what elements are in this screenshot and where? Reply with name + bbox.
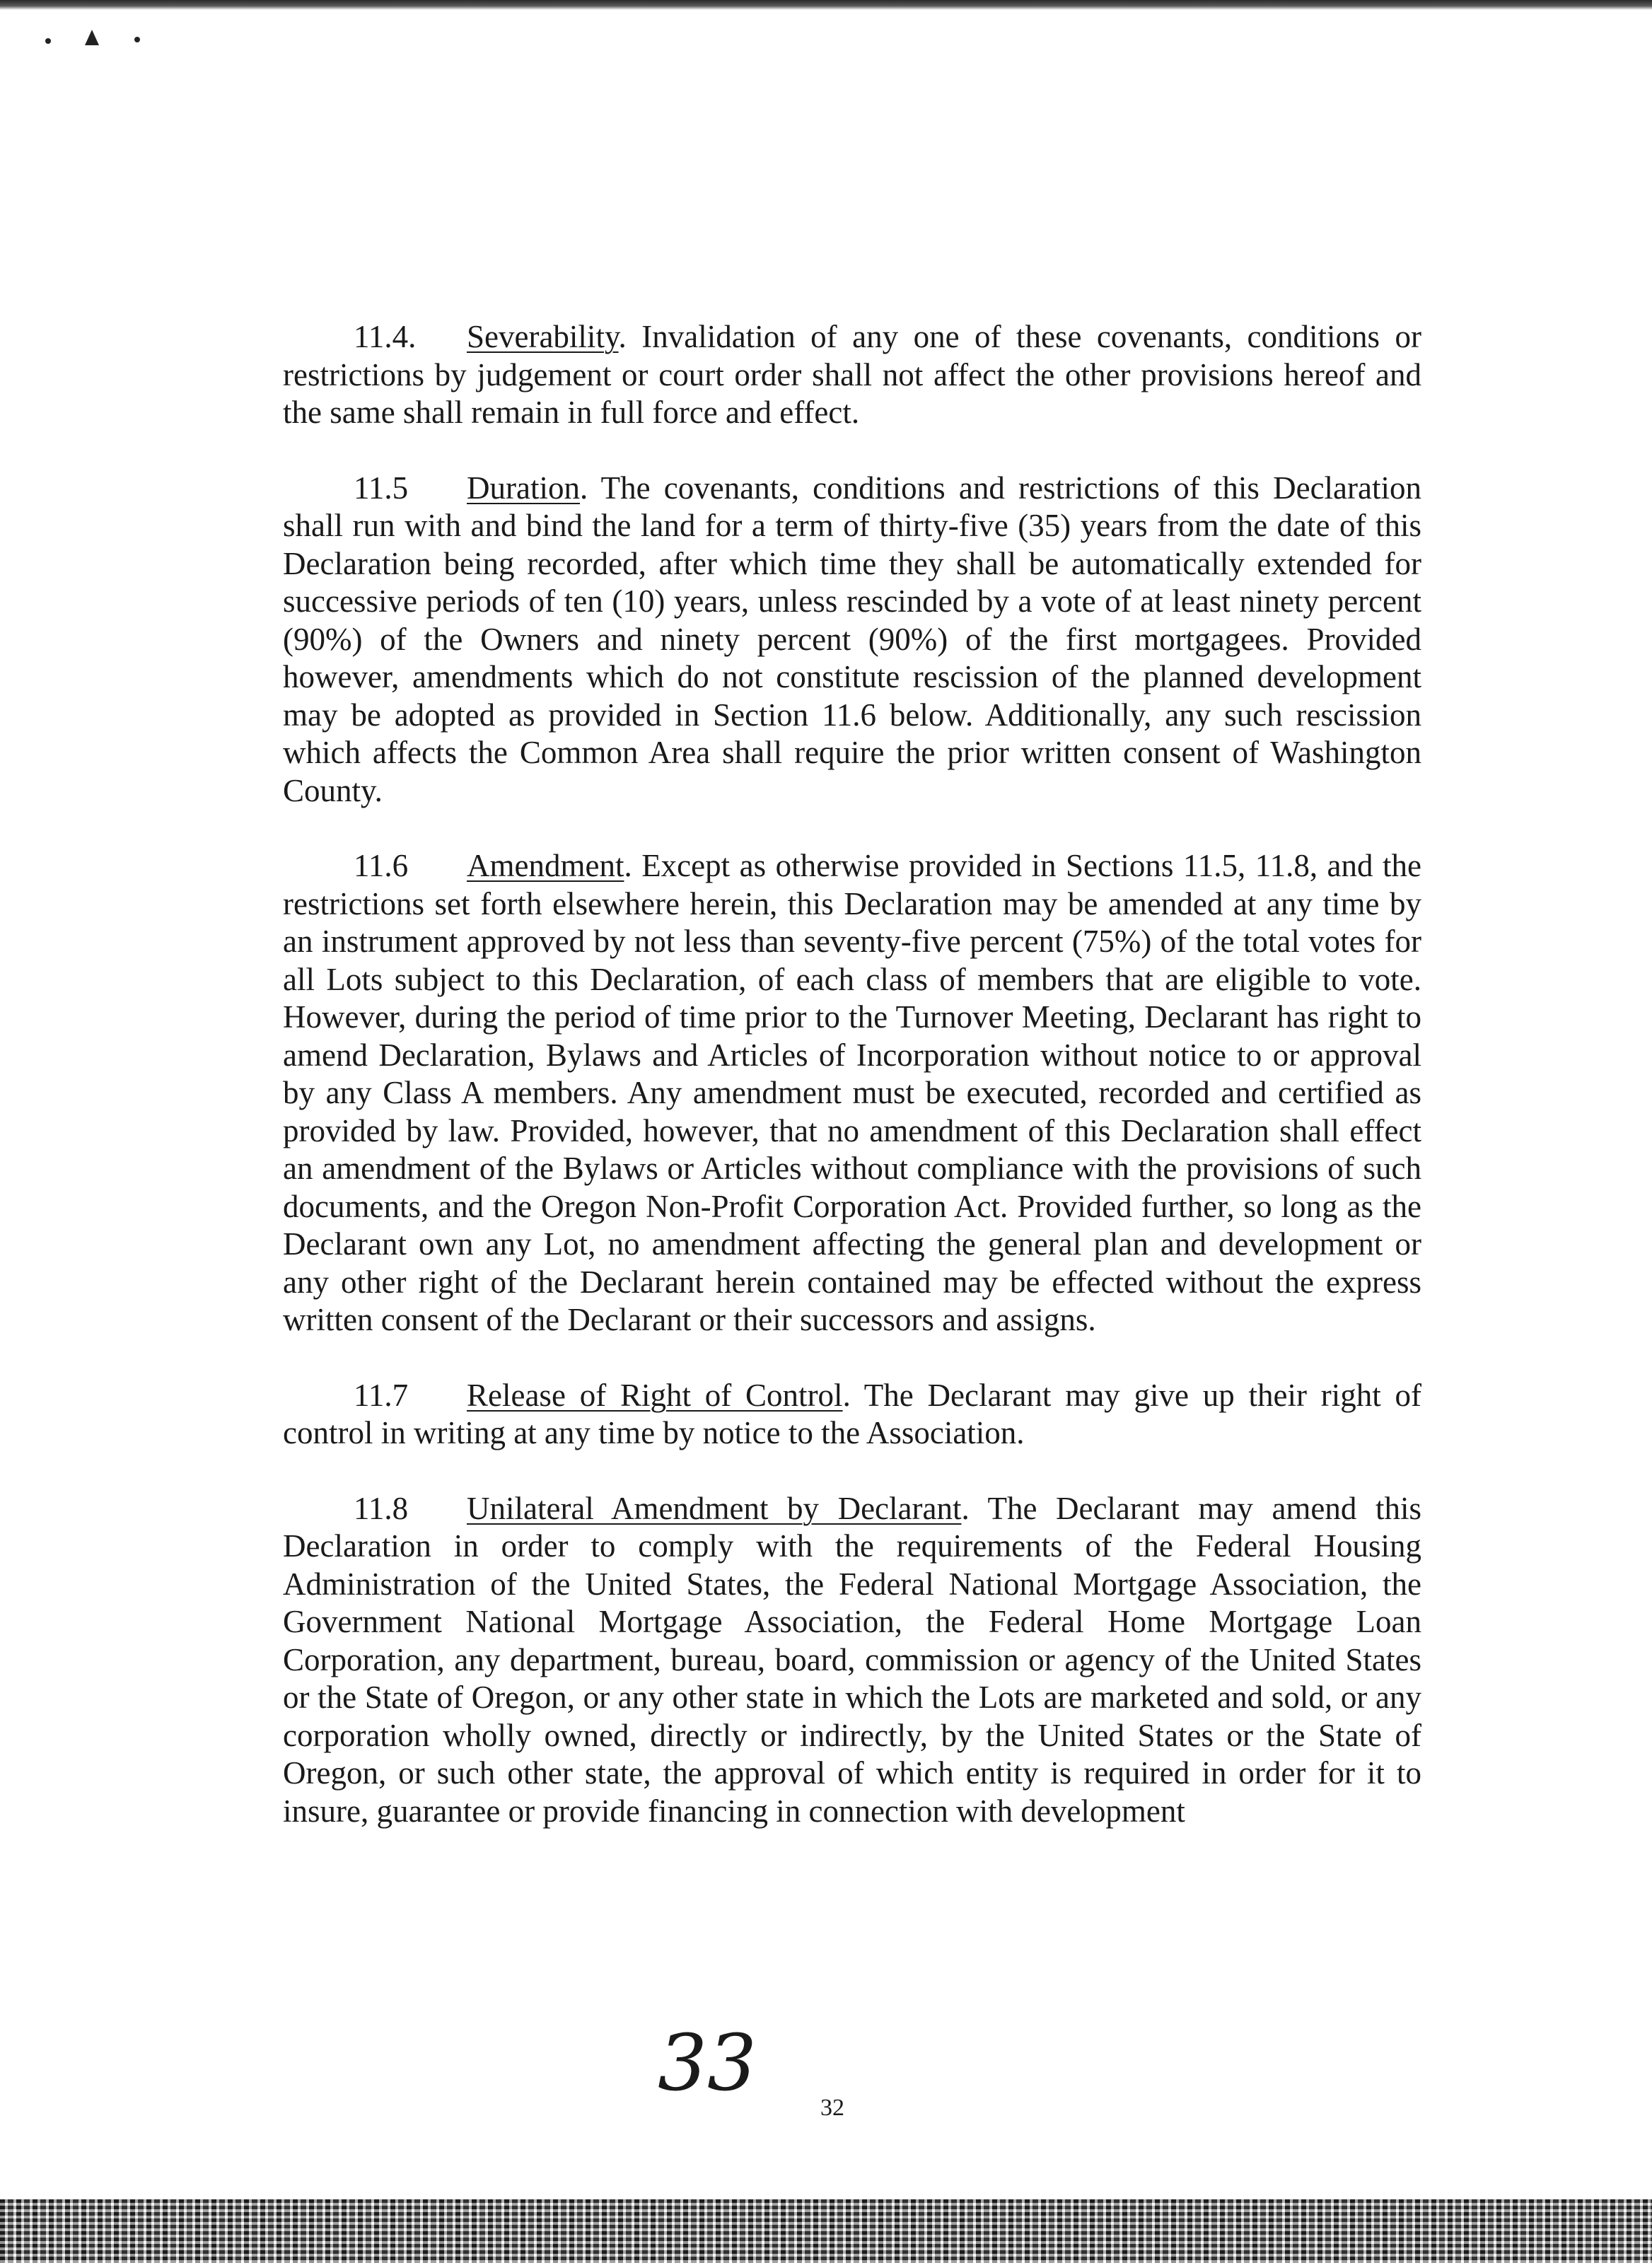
section-number: 11.8 <box>354 1490 409 1526</box>
section-11-5 <box>283 470 1421 810</box>
section-heading: Release of Right of Control <box>467 1377 843 1413</box>
scan-specks <box>42 21 156 50</box>
section-number: 11.7 <box>354 1377 409 1413</box>
document-body <box>283 318 1421 1868</box>
scan-border-bottom-noise <box>0 2199 1652 2263</box>
handwritten-number-text: 33 <box>658 2030 757 2107</box>
section-number: 11.4. <box>354 319 417 354</box>
section-body: . The covenants, conditions and restrictions of this Declaration shall run with and bind the land for a term of thirty-five (35) years from the date of this Declaration being recorded, after which time they shall be automatically extended for successive periods of ten (10) years, unless rescinded by a vote of at least ninety percent (90%) of the Owners and ninety percent (90%) of the first mortgagees. Provided however, amendments which do not constitute rescission of the planned development may be adopted as provided in Section 11.6 below. Additionally, any such rescission which affects the Common Area shall require the prior written consent of Washington County. <box>283 470 1421 808</box>
section-body: . The Declarant may give up their right of control in writing at any time by notice to the Association. <box>283 1377 1422 1450</box>
section-body: . Except as otherwise provided in Sections 11.5, 11.8, and the restrictions set forth elsewhere herein, this Declaration may be amended at any time by an instrument approved by not less than seventy-five percent (75%) of the total votes for all Lots subject to this Declaration, of each class of members that are eligible to vote. However, during the period of time prior to the Turnover Meeting, Declarant has right to amend Declaration, Bylaws and Articles of Incorporation without notice to or approval by any Class A members. Any amendment must be executed, recorded and certified as provided by law. Provided, however, that no amendment of this Declaration shall effect an amendment of the Bylaws or Articles without compliance with the provisions of such documents, and the Oregon Non-Profit Corporation Act. Provided further, so long as the Declarant own any Lot, no amendment affecting the general plan and development or any other right of the Declarant herein contained may be effected without the express written consent of the Declarant or their successors and assigns. <box>283 848 1421 1337</box>
section-heading: Amendment <box>467 848 624 883</box>
section-11-8 <box>283 1490 1421 1831</box>
section-heading: Duration <box>467 470 580 506</box>
scan-border-top <box>0 0 1652 10</box>
section-body: . Invalidation of any one of these covenants, conditions or restrictions by judgement or court order shall not affect the other provisions hereof and the same shall remain in full force and effect. <box>283 319 1421 430</box>
section-body: . The Declarant may amend this Declaration in order to comply with the requirements of the Federal Housing Administration of the United States, the Federal National Mortgage Association, the Government National Mortgage Association, the Federal Home Mortgage Loan Corporation, any department, bureau, board, commission or agency of the United States or the State of Oregon, or any other state in which the Lots are marketed and sold, or any corporation wholly owned, directly or indirectly, by the United States or the State of Oregon, or such other state, the approval of which entity is required in order for it to insure, guarantee or provide financing in connection with development <box>283 1490 1421 1829</box>
section-11-4 <box>283 318 1421 432</box>
section-number: 11.5 <box>354 470 409 506</box>
page-number: 32 <box>820 2095 844 2121</box>
section-11-6 <box>283 847 1421 1339</box>
handwritten-page-number <box>651 2030 792 2107</box>
section-heading: Severability <box>467 319 619 354</box>
section-heading: Unilateral Amendment by Declarant <box>467 1490 962 1526</box>
section-11-7 <box>283 1377 1421 1453</box>
section-number: 11.6 <box>354 848 409 883</box>
